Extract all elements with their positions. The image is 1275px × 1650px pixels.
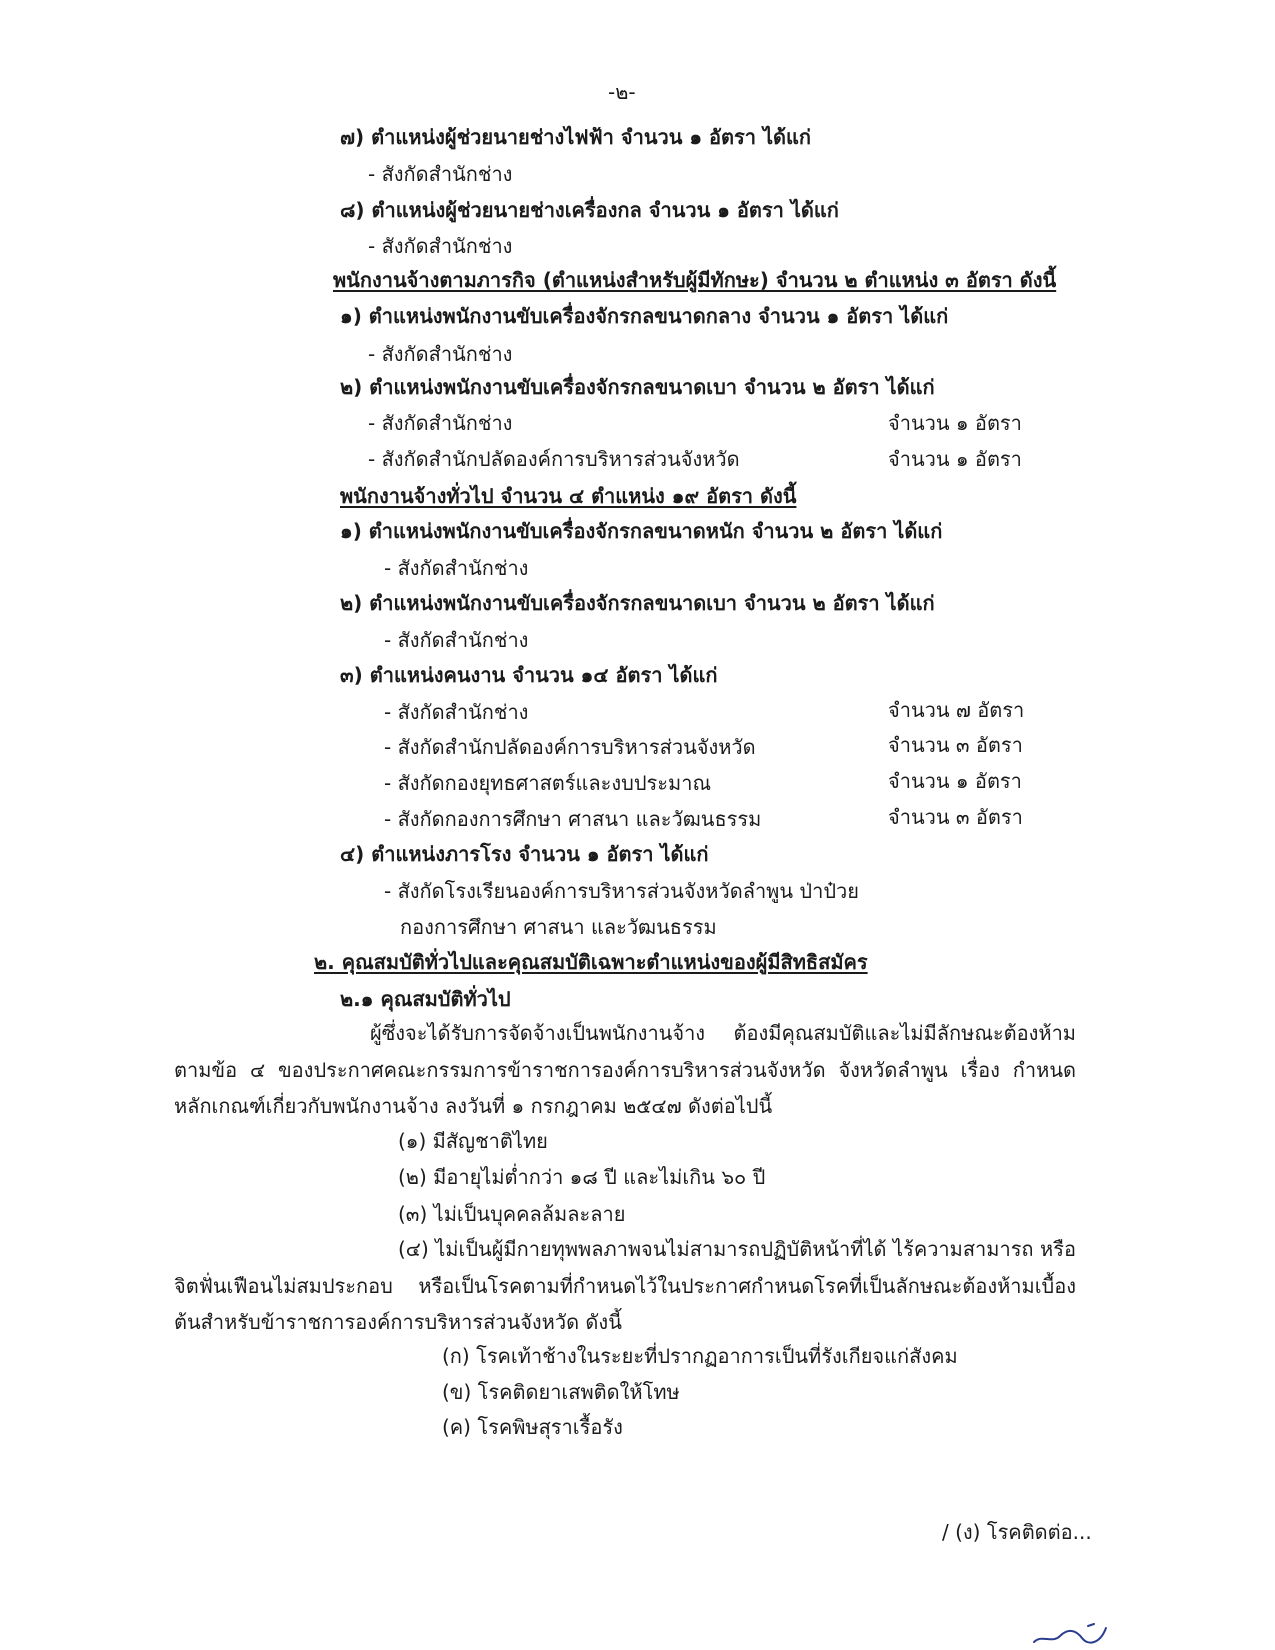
item-count: จำนวน ๓ อัตรา [888,733,1023,757]
item-position-2: ๒) ตำแหน่งพนักงานขับเครื่องจักรกลขนาดเบา จำนวน ๒ อัตรา ได้แก่ [340,375,935,399]
item-position-2: ๒) ตำแหน่งพนักงานขับเครื่องจักรกลขนาดเบา จำนวน ๒ อัตรา ได้แก่ [340,591,935,615]
item-position-8: ๘) ตำแหน่งผู้ช่วยนายช่างเครื่องกล จำนวน ๑ อัตรา ได้แก่ [340,198,839,222]
item-affiliation: - สังกัดโรงเรียนองค์การบริหารส่วนจังหวัดลำพูน ป่าป๋วย [384,879,859,903]
item-count: จำนวน ๑ อัตรา [888,769,1022,793]
qualification-item-2: (๒) มีอายุไม่ต่ำกว่า ๑๘ ปี และไม่เกิน ๖๐ ปี [398,1165,766,1189]
signature-mark [1030,1622,1120,1646]
item-count: จำนวน ๓ อัตรา [888,805,1023,829]
item-affiliation: - สังกัดสำนักช่าง [368,234,513,258]
disease-item-a: (ก) โรคเท้าช้างในระยะที่ปรากฏอาการเป็นที่รังเกียจแก่สังคม [442,1344,958,1368]
item-affiliation: - สังกัดสำนักช่าง [384,556,529,580]
page-number: -๒- [608,80,636,104]
item-position-3: ๓) ตำแหน่งคนงาน จำนวน ๑๔ อัตรา ได้แก่ [340,663,718,687]
section-heading-skilled-staff: พนักงานจ้างตามภารกิจ (ตำแหน่งสำหรับผู้มีทักษะ) จำนวน ๒ ตำแหน่ง ๓ อัตรา ดังนี้ [333,268,1057,292]
paragraph-general-qualifications: ผู้ซึ่งจะได้รับการจัดจ้างเป็นพนักงานจ้าง ต้องมีคุณสมบัติและไม่มีลักษณะต้องห้าม ตามข้อ ๔ ของประกาศคณะกรรมการข้าราชการองค์การบริหารส่วนจังหวัด จังหวัดลำพูน เรื่อง กำหนดหลักเกณฑ์เกี่ยวกับพนักงานจ้าง ลงวันที่ ๑ กรกฎาคม ๒๕๔๗ ดังต่อไปนี้ [174,1021,1076,1118]
disease-item-c: (ค) โรคพิษสุราเรื้อรัง [442,1415,623,1439]
item-position-4: ๔) ตำแหน่งภารโรง จำนวน ๑ อัตรา ได้แก่ [340,842,709,866]
qualification-item-3: (๓) ไม่เป็นบุคคลล้มละลาย [398,1202,626,1226]
item-affiliation: - สังกัดกองการศึกษา ศาสนา และวัฒนธรรม [384,807,762,831]
item-affiliation: - สังกัดสำนักช่าง [384,700,529,724]
item-count: จำนวน ๑ อัตรา [888,447,1022,471]
continuation-note: / (ง) โรคติดต่อ... [942,1520,1092,1544]
item-position-1: ๑) ตำแหน่งพนักงานขับเครื่องจักรกลขนาดกลาง จำนวน ๑ อัตรา ได้แก่ [340,304,949,328]
item-affiliation: - สังกัดสำนักช่าง [368,342,513,366]
qualification-item-4: (๔) ไม่เป็นผู้มีกายทุพพลภาพจนไม่สามารถปฏิบัติหน้าที่ได้ ไร้ความสามารถ หรือจิตฟั่นเฟือนไม่สมประกอบ หรือเป็นโรคตามที่กำหนดไว้ในประกาศกำหนดโรคที่เป็นลักษณะต้องห้ามเบื้องต้นสำหรับข้าราชการองค์การบริหารส่วนจังหวัด ดังนี้ [174,1237,1076,1334]
item-count: จำนวน ๑ อัตรา [888,411,1022,435]
item-affiliation: - สังกัดสำนักช่าง [368,162,513,186]
qualification-item-1: (๑) มีสัญชาติไทย [398,1129,548,1153]
disease-item-b: (ข) โรคติดยาเสพติดให้โทษ [442,1380,680,1404]
item-affiliation: - สังกัดสำนักปลัดองค์การบริหารส่วนจังหวัด [384,735,756,759]
item-affiliation-continued: กองการศึกษา ศาสนา และวัฒนธรรม [400,915,717,939]
item-affiliation: - สังกัดกองยุทธศาสตร์และงบประมาณ [384,771,712,795]
item-position-7: ๗) ตำแหน่งผู้ช่วยนายช่างไฟฟ้า จำนวน ๑ อัตรา ได้แก่ [340,125,812,149]
section-heading-qualifications: ๒. คุณสมบัติทั่วไปและคุณสมบัติเฉพาะตำแหน่งของผู้มีสิทธิสมัคร [314,950,868,974]
item-affiliation: - สังกัดสำนักช่าง [368,411,513,435]
item-position-1: ๑) ตำแหน่งพนักงานขับเครื่องจักรกลขนาดหนัก จำนวน ๒ อัตรา ได้แก่ [340,519,943,543]
item-affiliation: - สังกัดสำนักปลัดองค์การบริหารส่วนจังหวัด [368,447,740,471]
item-count: จำนวน ๗ อัตรา [888,698,1025,722]
subsection-heading-general-qualifications: ๒.๑ คุณสมบัติทั่วไป [340,987,511,1011]
item-affiliation: - สังกัดสำนักช่าง [384,628,529,652]
section-heading-general-staff: พนักงานจ้างทั่วไป จำนวน ๔ ตำแหน่ง ๑๙ อัตรา ดังนี้ [340,484,797,508]
